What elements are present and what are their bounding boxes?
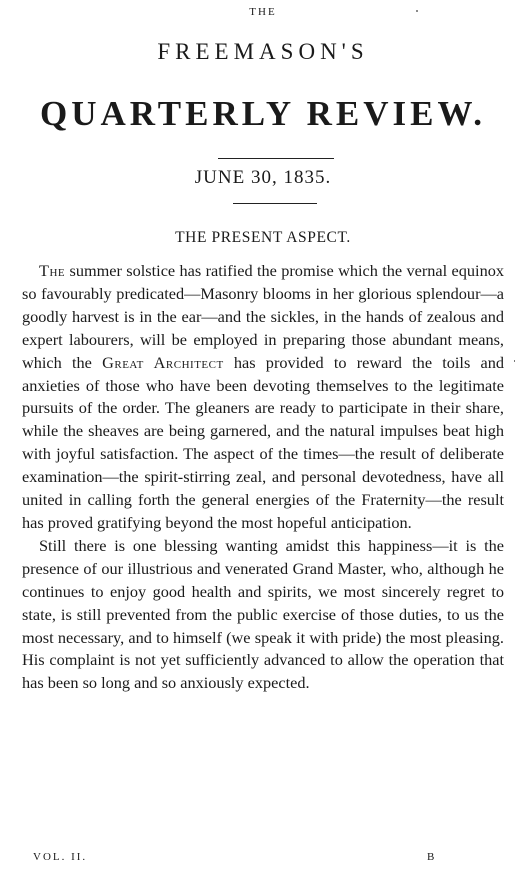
paragraph-1-text-part1: summer solstice has ratified the promise which the vernal equinox so favourably predicated—Masonry blooms in her glorious splendour—a goodly harvest is in the ear—and the sickles, in the hands of zealous and expert labourers, will be employed in preparing those abundant means, which the: [22, 261, 504, 372]
article-title: THE PRESENT ASPECT.: [175, 229, 351, 246]
great-architect-smallcaps: Great Architect: [102, 352, 224, 372]
print-speck: [514, 360, 515, 362]
paragraph-1-text-part2: has provided to reward the toils and anxieties of those who have been devoting themselves to the legitimate pursuits of the order. The gleaners are ready to participate in their share, while the sheaves are being garnered, and the natural impulses beat high with joyful satisfaction. The aspect of the times—the result of deliberate examination—the spirit-stirring zeal, and personal devotedness, have all united in calling forth the general energies of the Fraternity—the result has proved gratifying beyond the most hopeful anticipation.: [22, 352, 505, 532]
issue-date: JUNE 30, 1835.: [194, 167, 332, 188]
rule-above-date: [218, 158, 334, 159]
masthead-title-line1: FREEMASON'S: [157, 39, 369, 64]
volume-label: VOL. II.: [33, 851, 88, 863]
print-speck: [416, 10, 418, 12]
masthead-the: THE: [249, 6, 277, 18]
article-body: [22, 260, 504, 695]
paragraph-2: Still there is one blessing wanting amidst this happiness—it is the presence of our illustrious and venerated Grand Master, who, although he continues to enjoy good health and spirits, we most sincerely regret to state, is still prevented from the public exercise of those duties, to us the most necessary, and to himself (we speak it with pride) the most pleasing. His complaint is not yet sufficiently advanced to allow the operation that has been so long and so anxiously expected.: [22, 535, 504, 693]
masthead-title-line2: QUARTERLY REVIEW.: [39, 94, 487, 133]
paragraph-1: [22, 260, 504, 535]
paragraph-1-opening-word: The: [39, 261, 66, 280]
rule-below-date: [233, 203, 317, 204]
signature-mark: B: [427, 851, 435, 863]
